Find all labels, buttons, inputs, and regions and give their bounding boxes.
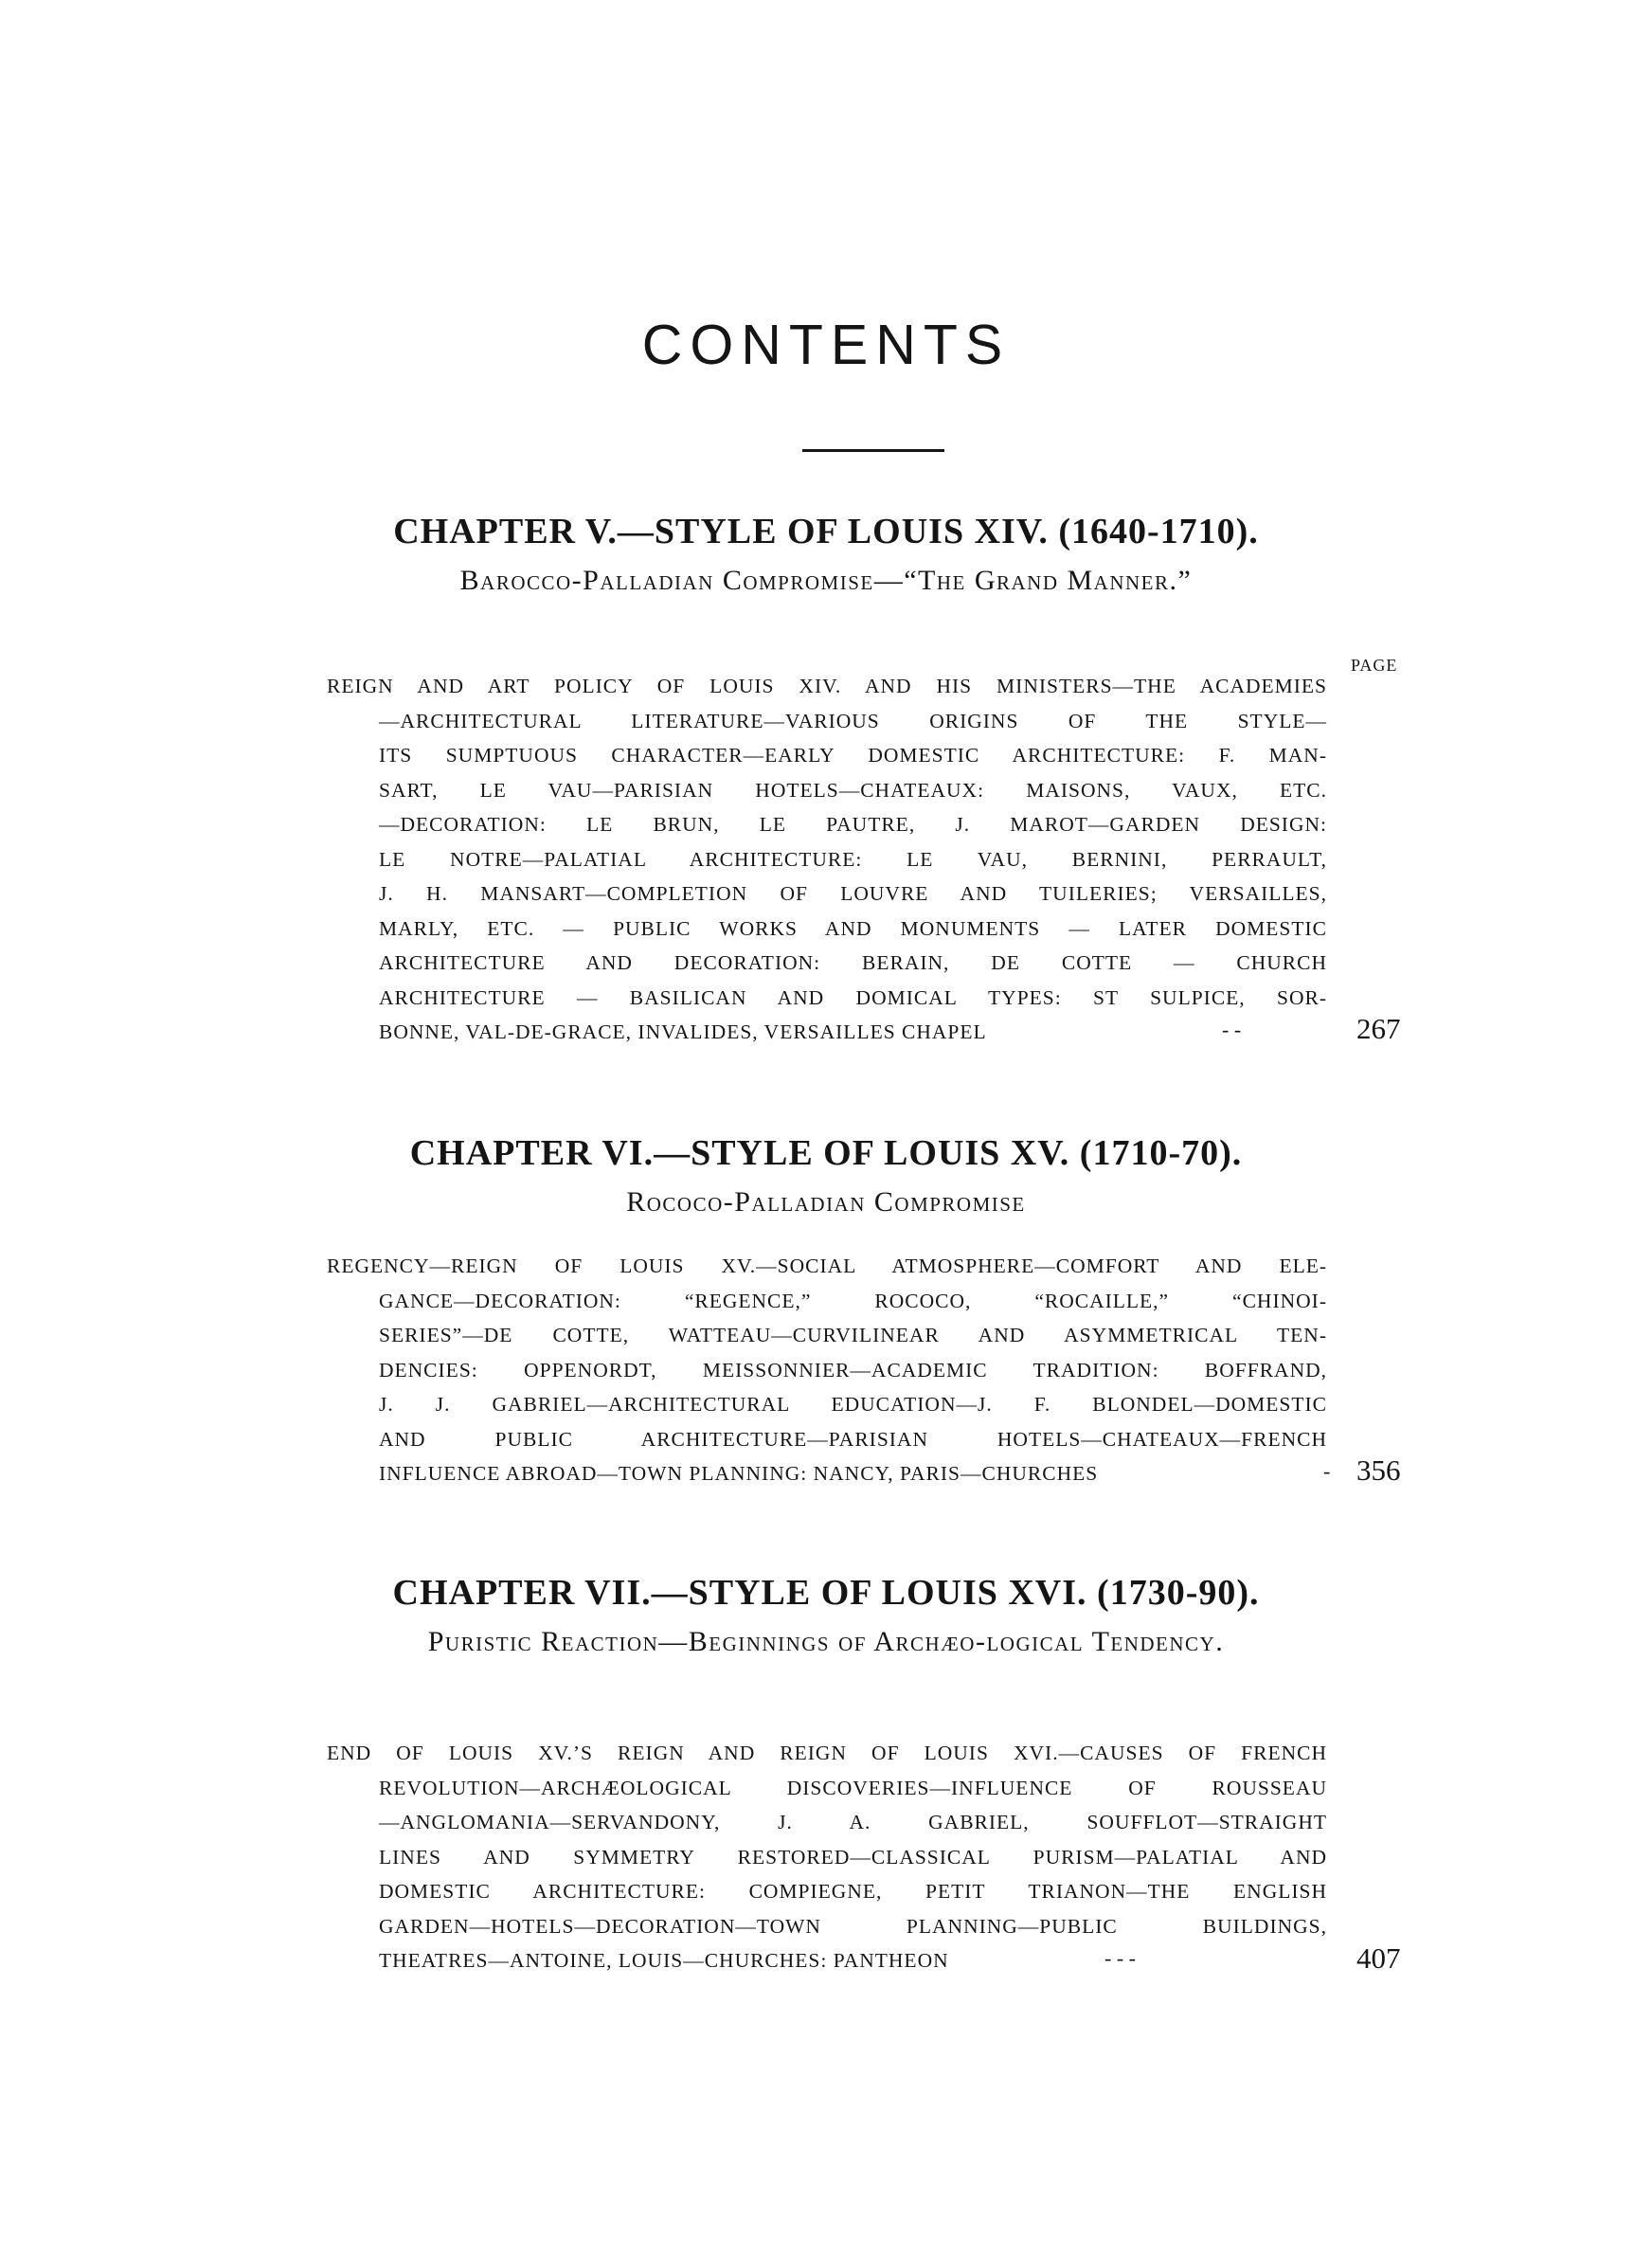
summary-line: DOMESTIC ARCHITECTURE: COMPIEGNE, PETIT TRIANON—THE ENGLISH xyxy=(379,1880,1327,1903)
title-rule xyxy=(802,449,944,452)
summary-line: ITS SUMPTUOUS CHARACTER—EARLY DOMESTIC ARCHITECTURE: F. MAN- xyxy=(379,744,1327,767)
summary-line: INFLUENCE ABROAD—TOWN PLANNING: NANCY, PARIS—CHURCHES xyxy=(379,1462,1099,1485)
summary-line: THEATRES—ANTOINE, LOUIS—CHURCHES: PANTHEON xyxy=(379,1949,949,1972)
summary-line: GARDEN—HOTELS—DECORATION—TOWN PLANNING—PUBLIC BUILDINGS, xyxy=(379,1914,1327,1938)
page-column-label: PAGE xyxy=(1351,656,1398,675)
chapter-heading: CHAPTER VI.—STYLE OF LOUIS XV. (1710-70). xyxy=(409,1133,1243,1173)
page-number: 356 xyxy=(1356,1454,1401,1487)
summary-line: SERIES”—DE COTTE, WATTEAU—CURVILINEAR AND ASYMMETRICAL TEN- xyxy=(379,1324,1327,1346)
page-title: CONTENTS xyxy=(641,314,1011,376)
summary-line: REIGN AND ART POLICY OF LOUIS XIV. AND HIS MINISTERS—THE ACADEMIES xyxy=(327,675,1327,697)
page-number: 407 xyxy=(1356,1941,1401,1975)
summary-line: LE NOTRE—PALATIAL ARCHITECTURE: LE VAU, BERNINI, PERRAULT, xyxy=(379,847,1327,871)
leader-dots: - - xyxy=(1222,1018,1242,1041)
leader-dots: - - - xyxy=(1104,1946,1136,1970)
summary-line: —ARCHITECTURAL LITERATURE—VARIOUS ORIGINS OF THE STYLE— xyxy=(379,709,1327,732)
chapter-vi-summary xyxy=(327,1249,1327,1491)
chapter-subtitle: Barocco-Palladian Compromise—“The Grand Manner.” xyxy=(459,565,1193,596)
summary-line: REGENCY—REIGN OF LOUIS XV.—SOCIAL ATMOSPHERE—COMFORT AND ELE- xyxy=(327,1255,1327,1277)
summary-line: ARCHITECTURE — BASILICAN AND DOMICAL TYPES: ST SULPICE, SOR- xyxy=(379,985,1327,1009)
leader-dots: - xyxy=(1323,1459,1331,1483)
chapter-v xyxy=(0,510,1652,601)
chapter-v-summary xyxy=(327,669,1327,1050)
summary-line: GANCE—DECORATION: “REGENCE,” ROCOCO, “ROCAILLE,” “CHINOI- xyxy=(379,1289,1327,1312)
chapter-heading: CHAPTER V.—STYLE OF LOUIS XIV. (1640-1710). xyxy=(393,512,1259,551)
summary-line: END OF LOUIS XV.’S REIGN AND REIGN OF LOUIS XVI.—CAUSES OF FRENCH xyxy=(327,1742,1327,1764)
summary-line: LINES AND SYMMETRY RESTORED—CLASSICAL PURISM—PALATIAL AND xyxy=(379,1845,1327,1869)
summary-line: J. H. MANSART—COMPLETION OF LOUVRE AND TUILERIES; VERSAILLES, xyxy=(379,882,1327,905)
chapter-heading: CHAPTER VII.—STYLE OF LOUIS XVI. (1730-90). xyxy=(392,1573,1260,1613)
summary-line: —ANGLOMANIA—SERVANDONY, J. A. GABRIEL, SOUFFLOT—STRAIGHT xyxy=(379,1811,1327,1833)
chapter-subtitle: Rococo-Palladian Compromise xyxy=(626,1186,1026,1218)
summary-line: —DECORATION: LE BRUN, LE PAUTRE, J. MAROT—GARDEN DESIGN: xyxy=(379,813,1327,836)
summary-line: REVOLUTION—ARCHÆOLOGICAL DISCOVERIES—INFLUENCE OF ROUSSEAU xyxy=(379,1776,1327,1799)
chapter-vii-summary xyxy=(327,1736,1327,1978)
chapter-subtitle: Puristic Reaction—Beginnings of Archæo-logical Tendency. xyxy=(427,1626,1225,1657)
summary-line: MARLY, ETC. — PUBLIC WORKS AND MONUMENTS — LATER DOMESTIC xyxy=(379,916,1327,940)
chapter-vi xyxy=(0,1131,1652,1222)
summary-line: AND PUBLIC ARCHITECTURE—PARISIAN HOTELS—CHATEAUX—FRENCH xyxy=(379,1427,1327,1451)
summary-line: ARCHITECTURE AND DECORATION: BERAIN, DE COTTE — CHURCH xyxy=(379,951,1327,974)
summary-line: BONNE, VAL-DE-GRACE, INVALIDES, VERSAILLES CHAPEL xyxy=(379,1020,987,1043)
summary-line: SART, LE VAU—PARISIAN HOTELS—CHATEAUX: MAISONS, VAUX, ETC. xyxy=(379,778,1327,802)
summary-line: DENCIES: OPPENORDT, MEISSONNIER—ACADEMIC TRADITION: BOFFRAND, xyxy=(379,1358,1327,1381)
chapter-vii xyxy=(0,1571,1652,1662)
page-number: 267 xyxy=(1356,1012,1401,1045)
summary-line: J. J. GABRIEL—ARCHITECTURAL EDUCATION—J. F. BLONDEL—DOMESTIC xyxy=(379,1393,1327,1416)
